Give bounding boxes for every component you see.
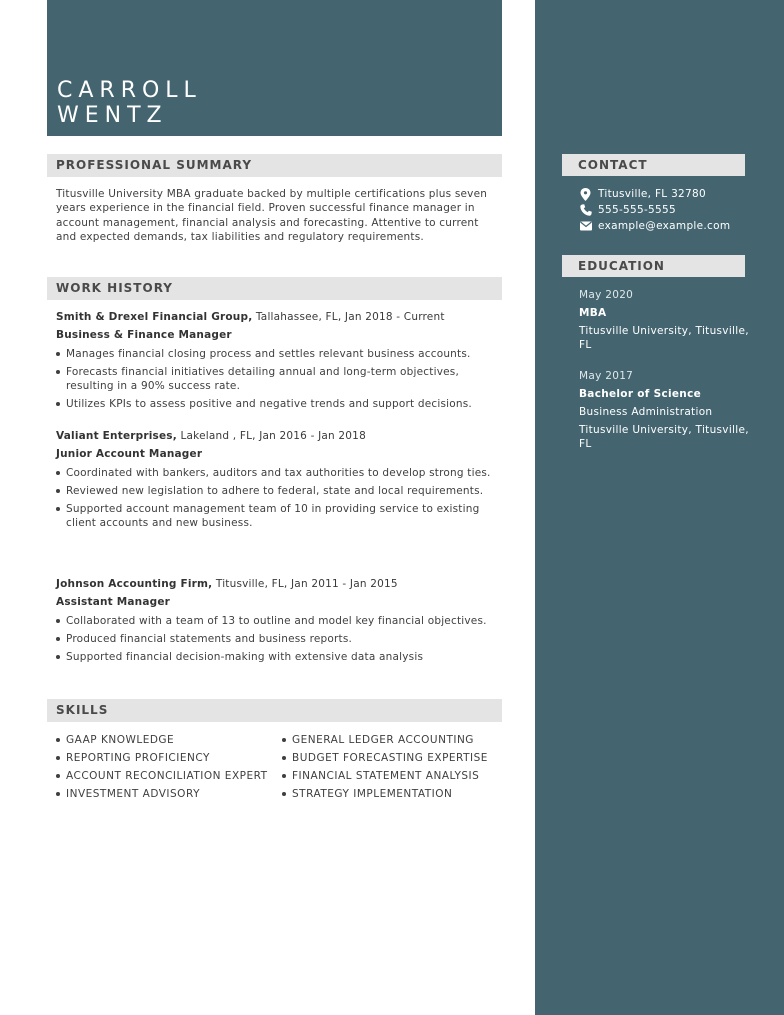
candidate-name xyxy=(57,78,202,128)
summary-heading-bar xyxy=(47,154,502,177)
skill-item: GAAP KNOWLEDGE xyxy=(56,731,268,749)
skills-heading: SKILLS xyxy=(56,703,109,717)
contact-location xyxy=(579,187,706,201)
job-bullet: Forecasts financial initiatives detailing annual and long-term objectives, resulting in a 90% success rate. xyxy=(56,365,502,393)
job-header xyxy=(56,429,502,443)
job-entry xyxy=(56,310,502,415)
education-heading-bar xyxy=(562,255,745,277)
job-bullet: Reviewed new legislation to adhere to federal, state and local requirements. xyxy=(56,484,502,498)
job-bullet: Produced financial statements and business reports. xyxy=(56,632,502,646)
education-heading: EDUCATION xyxy=(578,259,665,273)
work-heading: WORK HISTORY xyxy=(56,281,173,295)
skill-item: REPORTING PROFICIENCY xyxy=(56,749,268,767)
job-bullet: Manages financial closing process and settles relevant business accounts. xyxy=(56,347,502,361)
job-header xyxy=(56,577,502,591)
sidebar xyxy=(535,0,784,1015)
map-pin-icon xyxy=(579,188,592,201)
skills-column-right xyxy=(282,731,488,803)
education-degree: Bachelor of Science xyxy=(579,388,702,400)
skills-column-left xyxy=(56,731,268,803)
first-name: CARROLL xyxy=(57,78,202,103)
summary-heading: PROFESSIONAL SUMMARY xyxy=(56,158,253,172)
education-field: Business Administration xyxy=(579,406,713,418)
summary-text: Titusville University MBA graduate backed by multiple certifications plus seven years experience in the financial field. Proven successful finance manager in account management, financial analysis and forecasting. Attentive to current and expected demands, tax liabilities and regulatory requirements. xyxy=(56,188,488,243)
education-date: May 2017 xyxy=(579,370,634,382)
envelope-icon xyxy=(579,220,592,233)
job-entry xyxy=(56,429,502,534)
job-bullets xyxy=(56,614,502,664)
job-details: Tallahassee, FL, Jan 2018 - Current xyxy=(252,311,445,323)
job-title: Junior Account Manager xyxy=(56,448,203,460)
education-degree: MBA xyxy=(579,307,607,319)
job-details: Titusville, FL, Jan 2011 - Jan 2015 xyxy=(212,578,398,590)
contact-location-text: Titusville, FL 32780 xyxy=(598,188,706,200)
job-entry xyxy=(56,577,502,668)
education-date: May 2020 xyxy=(579,289,634,301)
last-name: WENTZ xyxy=(57,103,168,128)
job-bullet: Utilizes KPIs to assess positive and negative trends and support decisions. xyxy=(56,397,502,411)
skill-item: INVESTMENT ADVISORY xyxy=(56,785,268,803)
education-school: Titusville University, Titusville, FL xyxy=(579,424,749,450)
job-bullet: Collaborated with a team of 13 to outline and model key financial objectives. xyxy=(56,614,502,628)
phone-icon xyxy=(579,204,592,217)
job-company: Johnson Accounting Firm, xyxy=(56,578,213,590)
contact-phone xyxy=(579,203,676,217)
job-bullet: Supported account management team of 10 in providing service to existing client accounts and new business. xyxy=(56,502,502,530)
job-details: Lakeland , FL, Jan 2016 - Jan 2018 xyxy=(176,430,366,442)
job-bullets xyxy=(56,466,502,530)
contact-heading-bar xyxy=(562,154,745,176)
job-bullet: Supported financial decision-making with extensive data analysis xyxy=(56,650,502,664)
skill-item: STRATEGY IMPLEMENTATION xyxy=(282,785,488,803)
contact-phone-text[interactable]: 555-555-5555 xyxy=(598,204,676,216)
job-bullet: Coordinated with bankers, auditors and tax authorities to develop strong ties. xyxy=(56,466,502,480)
job-bullets xyxy=(56,347,502,411)
skill-item: ACCOUNT RECONCILIATION EXPERT xyxy=(56,767,268,785)
skill-item: BUDGET FORECASTING EXPERTISE xyxy=(282,749,488,767)
education-entry xyxy=(579,288,749,352)
contact-heading: CONTACT xyxy=(578,158,648,172)
job-company: Valiant Enterprises, xyxy=(56,430,177,442)
job-title: Business & Finance Manager xyxy=(56,329,232,341)
name-header xyxy=(47,0,502,136)
job-company: Smith & Drexel Financial Group, xyxy=(56,311,253,323)
education-entry xyxy=(579,369,749,451)
education-school: Titusville University, Titusville, FL xyxy=(579,325,749,351)
job-header xyxy=(56,310,502,324)
job-title: Assistant Manager xyxy=(56,596,171,608)
contact-email xyxy=(579,219,730,233)
skill-item: FINANCIAL STATEMENT ANALYSIS xyxy=(282,767,488,785)
skill-item: GENERAL LEDGER ACCOUNTING xyxy=(282,731,488,749)
contact-email-text[interactable]: example@example.com xyxy=(598,220,731,232)
skills-heading-bar xyxy=(47,699,502,722)
work-heading-bar xyxy=(47,277,502,300)
